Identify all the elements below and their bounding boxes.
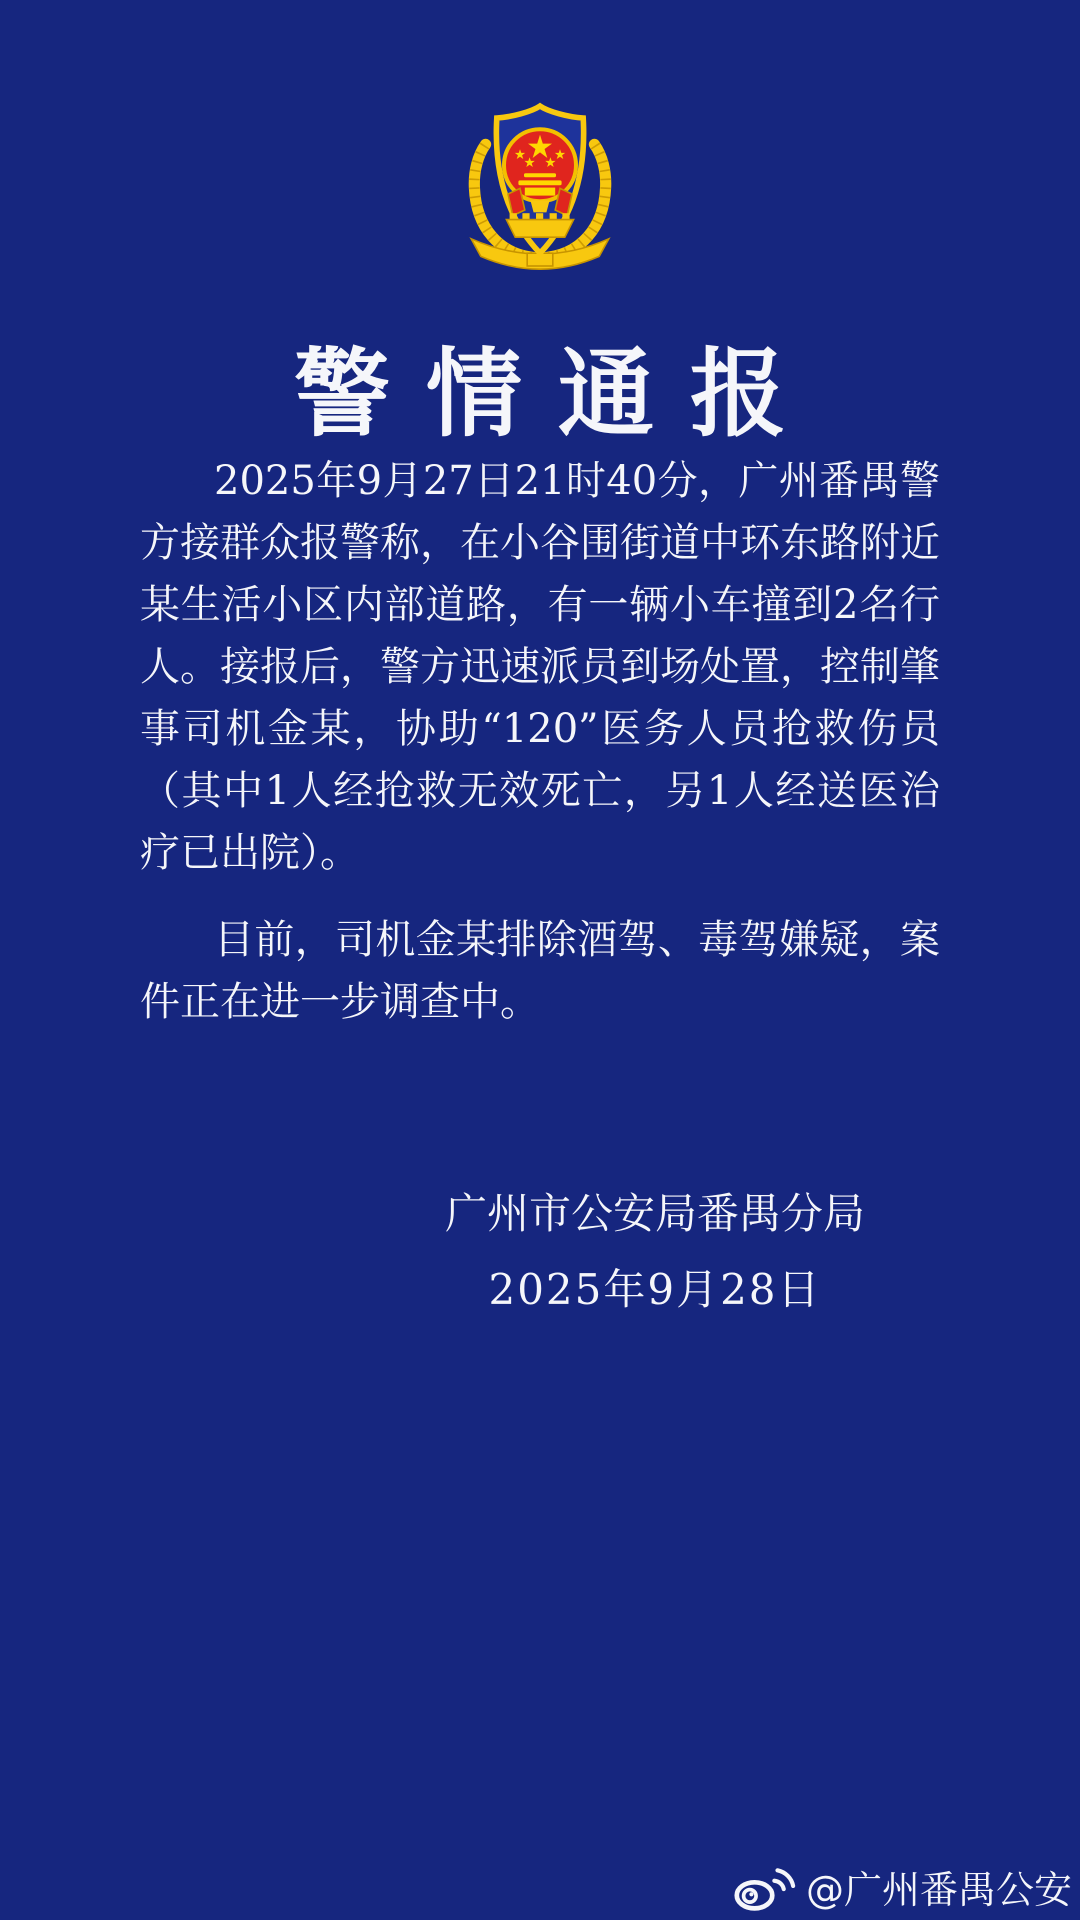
police-badge-icon <box>460 98 620 270</box>
notice-title: 警情通报 <box>294 337 822 450</box>
issuing-authority: 广州市公安局番禺分局 <box>444 1189 865 1238</box>
notice-body <box>140 450 940 1033</box>
notice-paragraph-2: 目前，司机金某排除酒驾、毒驾嫌疑，案件正在进一步调查中。 <box>140 917 940 1025</box>
weibo-watermark <box>734 1859 1072 1914</box>
issue-date: 2025年9月28日 <box>488 1265 822 1314</box>
weibo-icon <box>734 1863 798 1911</box>
notice-paragraph-1: 2025年9月27日21时40分，广州番禺警方接群众报警称，在小谷围街道中环东路附近某生活小区内部道路，有一辆小车撞到2名行人。接报后，警方迅速派员到场处置，控制肇事司机金某，协助“120”医务人员抢救伤员（其中1人经抢救无效死亡，另1人经送医治疗已出院）。 <box>140 458 940 876</box>
weibo-handle: @广州番禺公安 <box>805 1868 1072 1912</box>
signature-block <box>420 1182 890 1322</box>
